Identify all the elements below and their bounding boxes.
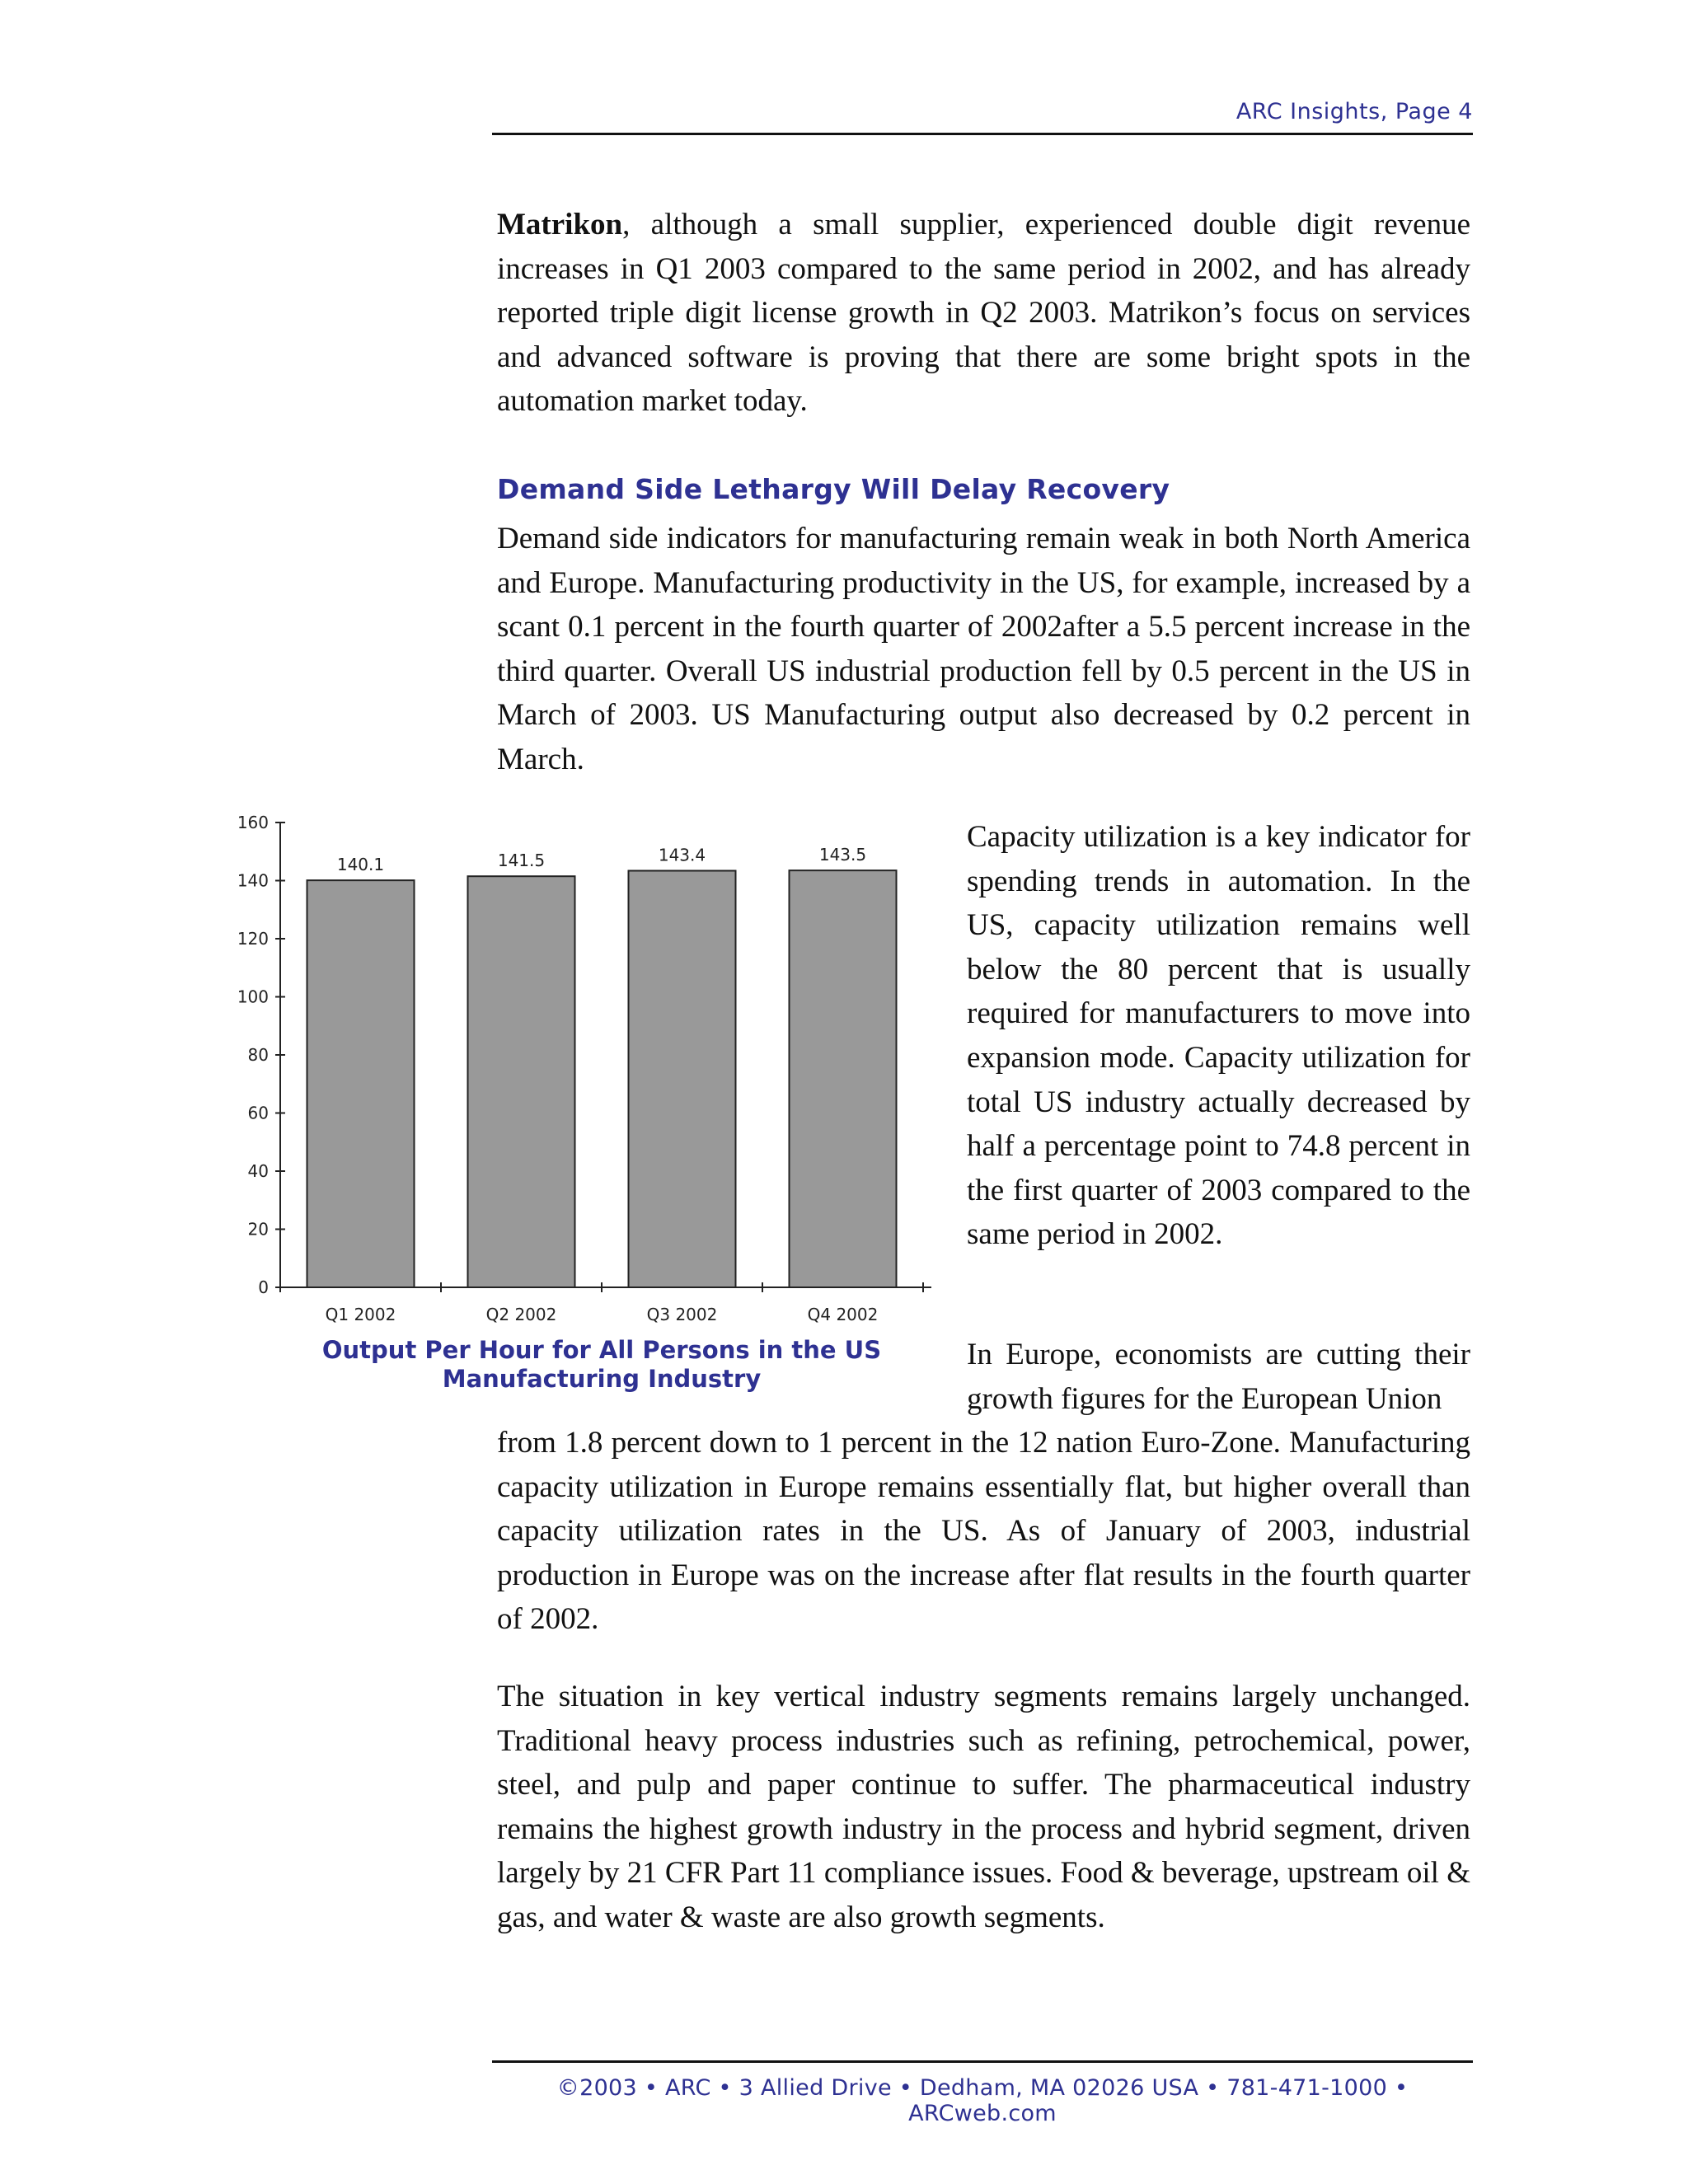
x-tick-label-0: Q1 2002 (325, 1305, 396, 1324)
x-tick-label-3: Q4 2002 (807, 1305, 879, 1324)
paragraph-capacity: Capacity utilization is a key indicator for spending trends in automation. In the US, capacity utilization remains well below the 80 percent that is usually required for manufacturers to move into expansion mode. Capacity utilization for total US industry actually decreased by half a percentage point to 74.8 percent in the first quarter of 2003 compared to the same period in 2002. (967, 820, 1470, 1252)
y-tick-label-0: 0 (258, 1277, 269, 1297)
bar-chart (223, 804, 931, 1331)
section-heading: Demand Side Lethargy Will Delay Recovery (497, 473, 1170, 505)
bars (307, 845, 897, 1287)
bar-value-label-2: 143.4 (658, 845, 706, 865)
y-tick-label-8: 160 (237, 813, 269, 832)
paragraph-segments: The situation in key vertical industry segments remains largely unchanged. Traditional heavy process industries such as refining, petrochemical, power, steel, and pulp and paper continue to suffer. The pharmaceutical industry remains the highest growth industry in the process and hybrid segment, driven largely by 21 CFR Part 11 compliance issues. Food & beverage, upstream oil & gas, and water & waste are also growth segments. (497, 1680, 1470, 1934)
bar-value-label-1: 141.5 (497, 851, 546, 871)
page-header: ARC Insights, Page 4 (1236, 99, 1473, 124)
bar-0 (307, 880, 415, 1287)
y-tick-label-7: 140 (237, 870, 269, 891)
chart-caption-line2: Manufacturing Industry (442, 1365, 762, 1393)
header-rule (492, 133, 1473, 135)
page-footer: ©2003 • ARC • 3 Allied Drive • Dedham, MA 02026 USA • 781-471-1000 • ARCweb.com (556, 2075, 1409, 2126)
chart-caption (313, 1336, 890, 1394)
paragraph-europe: from 1.8 percent down to 1 percent in the 12 nation Euro-Zone. Manufacturing capacity utilization in Europe remains essentially flat, but higher overall than capacity utilization rates in the US. As of January of 2003, industrial production in Europe was on the increase after flat results in the fourth quarter of 2002. (497, 1426, 1470, 1637)
y-tick-label-2: 40 (247, 1161, 269, 1181)
x-tick-label-1: Q2 2002 (485, 1305, 557, 1324)
footer-rule (492, 2060, 1473, 2063)
x-tick-label-2: Q3 2002 (646, 1305, 718, 1324)
y-tick-label-3: 60 (247, 1103, 269, 1123)
paragraph-europe-start: In Europe, economists are cutting their growth figures for the European Union (967, 1338, 1470, 1416)
paragraph-demand: Demand side indicators for manufacturing remain weak in both North America and Europe. Manufacturing productivity in the US, for example, increased by a scant 0.1 percent in the fourth quarter of 2002after a 5.5 percent increase in the third quarter. Overall US industrial production fell by 0.5 percent in the US in March of 2003. US Manufacturing output also decreased by 0.2 percent in March. (497, 522, 1470, 776)
bar-3 (790, 870, 897, 1287)
bar-value-label-3: 143.5 (818, 845, 867, 865)
y-tick-label-4: 80 (247, 1045, 269, 1065)
matrikon-bold: Matrikon (497, 208, 623, 241)
y-tick-label-6: 120 (237, 929, 269, 949)
chart-caption-line1: Output Per Hour for All Persons in the US (321, 1336, 882, 1364)
y-tick-label-5: 100 (237, 987, 269, 1007)
bar-1 (468, 876, 575, 1287)
bar-2 (629, 871, 736, 1287)
x-axis (280, 1282, 931, 1324)
matrikon-text: , although a small supplier, experienced double digit revenue increases in Q1 2003 compared to the same period in 2002, and has already reported triple digit license growth in Q2 2003. Matrikon’s focus on services and advanced software is proving that there are some bright spots in the automation market today. (497, 208, 1470, 419)
bar-value-label-0: 140.1 (336, 855, 385, 875)
y-tick-label-1: 20 (247, 1219, 269, 1240)
paragraph-matrikon (497, 203, 1470, 424)
y-axis (237, 813, 285, 1297)
